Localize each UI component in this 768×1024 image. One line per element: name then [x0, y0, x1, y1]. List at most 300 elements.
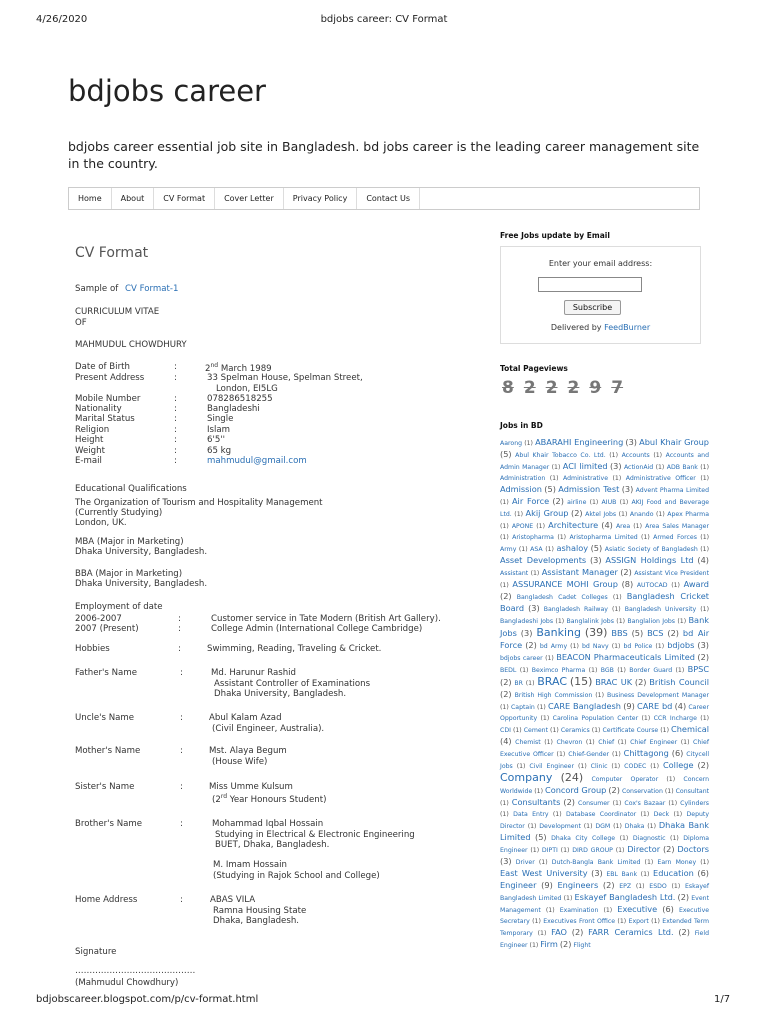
uncle-line: Abul Kalam Azad — [209, 713, 282, 723]
print-title: bdjobs career: CV Format — [320, 14, 448, 25]
job-label-link[interactable]: Data Entry — [513, 811, 549, 818]
job-label-link[interactable]: BPSC — [687, 664, 710, 674]
job-label-link[interactable]: Diploma Engineer — [500, 835, 710, 854]
job-label-link[interactable]: Deputy Director — [500, 811, 710, 830]
job-label-link[interactable]: bdjobs — [667, 640, 695, 650]
dob-sup: nd — [210, 362, 219, 369]
job-label-link[interactable]: Extended Term Temporary — [500, 918, 710, 937]
sister-detail — [212, 793, 326, 805]
job-label-link[interactable]: Chief Engineer — [630, 739, 678, 746]
nav-home[interactable]: Home — [69, 188, 112, 209]
job-label-link[interactable]: Area Sales Manager — [645, 523, 710, 530]
job-label-link[interactable]: Export — [628, 918, 649, 925]
job-label-link[interactable]: Beximco Pharma — [531, 667, 586, 674]
job-label-link[interactable]: Armed Forces — [653, 534, 697, 541]
job-label-link[interactable]: DIRD GROUP — [572, 847, 613, 854]
job-label-link[interactable]: Administrative Officer — [625, 475, 696, 482]
job-label-count: (1) — [617, 739, 627, 746]
personal-value: Single — [207, 414, 234, 424]
job-label-link[interactable]: Asset Developments — [500, 555, 587, 565]
job-label-link[interactable]: Executives Front Office — [543, 918, 616, 925]
job-label-count: (1) — [552, 811, 562, 818]
job-label-link[interactable]: Director — [627, 844, 661, 854]
job-label-link[interactable]: Award — [683, 579, 709, 589]
job-label-count: (1) — [500, 523, 509, 530]
job-label-link[interactable]: Concern Worldwide — [500, 776, 709, 795]
job-label-link[interactable]: airline — [567, 499, 587, 506]
job-label-link[interactable]: Database Coordinator — [565, 811, 637, 818]
job-label-link[interactable]: Bangladesh Cricket Board — [500, 591, 709, 613]
job-label-link[interactable]: Certificate Course — [602, 727, 659, 734]
edu-2-line: MBA (Major in Marketing) — [75, 537, 184, 547]
job-label-link[interactable]: Civil Engineer — [529, 763, 575, 770]
sister-rest: Year Honours Student) — [227, 794, 327, 805]
uncle-value — [209, 713, 324, 735]
mother-line: (House Wife) — [212, 757, 268, 767]
father-line: Assistant Controller of Examinations — [214, 678, 371, 689]
job-label-count: (1) — [700, 534, 710, 541]
pageviews-counter — [502, 378, 623, 398]
job-label-link[interactable]: BGB — [600, 667, 614, 674]
job-label-link[interactable]: Cement — [523, 727, 549, 734]
job-label-link[interactable]: College — [662, 760, 694, 770]
mother-label: Mother's Name — [75, 746, 141, 756]
job-label-link[interactable]: British High Commission — [514, 692, 593, 699]
job-label-count: (1) — [668, 800, 678, 807]
job-label-count: (4) — [601, 520, 613, 530]
job-label-link[interactable]: ASSURANCE MOHI Group — [512, 579, 618, 589]
job-label-link[interactable]: Business Development Manager — [607, 692, 709, 699]
personal-label: Height — [75, 435, 104, 445]
job-label-link[interactable]: Accounts and Admin Manager — [500, 452, 710, 471]
colon: : — [180, 819, 183, 829]
job-label-link[interactable]: Abul Khair Group — [639, 437, 709, 447]
job-label-count: (2) — [677, 892, 690, 902]
job-label-link[interactable]: Company — [500, 771, 553, 784]
nav-contact-us[interactable]: Contact Us — [357, 188, 420, 209]
job-label-link[interactable]: ASSIGN Holdings Ltd — [605, 555, 694, 565]
job-label-link[interactable]: ActionAid — [623, 464, 654, 471]
brother-2 — [213, 860, 380, 881]
hobbies-label: Hobbies — [75, 644, 110, 654]
job-label-count: (5) — [535, 832, 547, 842]
job-label-link[interactable]: DGM — [595, 823, 611, 830]
colon: : — [174, 362, 177, 372]
job-label-count: (1) — [500, 704, 509, 711]
job-label-count: (1) — [563, 895, 573, 902]
nav-cover-letter[interactable]: Cover Letter — [215, 188, 284, 209]
job-label-link[interactable]: Dutch-Bangla Bank Limited — [551, 859, 641, 866]
job-label-link[interactable]: BEDL — [500, 667, 517, 674]
job-label-link[interactable]: Citycell Jobs — [500, 751, 710, 770]
job-label-link[interactable]: bd Army — [539, 643, 568, 650]
job-label-link[interactable]: Career Opportunity — [500, 704, 710, 722]
sample-line — [75, 284, 178, 294]
pageview-digit: 2 — [523, 378, 536, 398]
personal-value: Bangladeshi — [207, 404, 260, 414]
job-label-count: (5) — [500, 449, 512, 459]
blog-title[interactable]: bdjobs career — [68, 74, 266, 108]
job-label-count: (1) — [537, 930, 547, 937]
job-label-link[interactable]: Computer Operator — [591, 776, 659, 783]
job-label-count: (6) — [697, 868, 709, 878]
job-label-count: (8) — [621, 579, 634, 589]
job-label-link[interactable]: British Council — [649, 677, 710, 687]
job-label-count: (1) — [670, 835, 679, 842]
colon: : — [178, 624, 181, 634]
job-label-link[interactable]: Chief — [598, 739, 615, 746]
job-label-link[interactable]: Bangladesh Railway — [543, 606, 608, 613]
job-label-link[interactable]: Aristopharma Limited — [569, 534, 638, 541]
job-label-link[interactable]: Aarong — [500, 440, 523, 447]
personal-label: Present Address — [75, 373, 145, 383]
job-label-link[interactable]: Clinic — [590, 763, 608, 770]
job-label-link[interactable]: CDI — [500, 727, 511, 734]
job-label-link[interactable]: Development — [539, 823, 581, 830]
email-link[interactable]: mahmudul@gmail.com — [207, 456, 307, 466]
job-label-count: (1) — [545, 907, 555, 914]
job-label-link[interactable]: Army — [500, 546, 517, 553]
job-label-link[interactable]: Engineer — [500, 880, 537, 890]
job-label-count: (1) — [655, 643, 665, 650]
job-label-count: (1) — [551, 464, 561, 471]
job-label-count: (1) — [525, 680, 535, 687]
job-label-link[interactable]: bd Navy — [581, 643, 609, 650]
job-label-link[interactable]: Banking — [536, 626, 581, 639]
print-page-number: 1/7 — [714, 994, 731, 1005]
job-label-link[interactable]: CODEC — [624, 763, 647, 770]
job-label-link[interactable]: BRAC UK — [595, 677, 633, 687]
nav-about[interactable]: About — [112, 188, 155, 209]
pageview-digit: 2 — [545, 378, 558, 398]
job-label-link[interactable]: Consultant — [675, 788, 710, 795]
job-label-link[interactable]: Akij Group — [525, 508, 569, 518]
mother-value — [209, 746, 287, 768]
job-label-count: (1) — [619, 835, 629, 842]
job-label-count: (9) — [541, 880, 553, 890]
job-label-count: (1) — [617, 667, 626, 674]
job-label-link[interactable]: Ceramics — [560, 727, 590, 734]
job-label-count: (1) — [529, 942, 539, 949]
job-label-link[interactable]: Captain — [510, 704, 535, 711]
job-label-link[interactable]: Flight — [573, 942, 591, 949]
edu-1-line: (Currently Studying) — [75, 508, 163, 518]
job-label-count: (1) — [500, 534, 509, 541]
job-label-count: (1) — [640, 871, 650, 878]
personal-value: 078286518255 — [207, 394, 273, 404]
sister-year: (2 — [212, 794, 221, 805]
job-label-link[interactable]: Chief Executive Officer — [500, 739, 709, 758]
job-label-count: (1) — [656, 511, 665, 518]
home-line: Ramna Housing State — [213, 905, 307, 916]
personal-label: Mobile Number — [75, 394, 141, 404]
job-label-link[interactable]: ashaloy — [556, 543, 589, 553]
job-label-link[interactable]: Firm — [540, 939, 558, 949]
job-label-count: (2) — [620, 567, 632, 577]
colon: : — [174, 404, 177, 414]
job-label-link[interactable]: Chittagong — [623, 748, 669, 758]
job-label-count: (2) — [525, 640, 537, 650]
dob-day: 2 — [205, 363, 211, 374]
pageview-digit: 8 — [502, 378, 514, 398]
delivered-by-text: Delivered by — [550, 323, 602, 332]
job-label-link[interactable]: Deck — [653, 811, 670, 818]
job-label-count: (2) — [662, 844, 675, 854]
job-label-count: (1) — [500, 582, 509, 589]
colon: : — [178, 614, 181, 624]
job-label-link[interactable]: ABARAHI Engineering — [535, 437, 624, 447]
uncle-line: (Civil Engineer, Australia). — [212, 724, 325, 734]
personal-label: Marital Status — [75, 414, 135, 424]
job-label-link[interactable]: Consumer — [578, 800, 610, 807]
job-label-count: (1) — [527, 823, 537, 830]
email-input[interactable] — [538, 277, 642, 292]
uncle-label: Uncle's Name — [75, 713, 135, 723]
colon: : — [180, 746, 183, 756]
job-label-link[interactable]: Bank Jobs — [500, 615, 710, 638]
job-label-link[interactable]: Bangladesh University — [624, 606, 697, 613]
job-label-count: (1) — [671, 883, 681, 890]
job-label-link[interactable]: AIUB — [601, 499, 617, 506]
job-label-link[interactable]: Air Force — [511, 496, 550, 506]
job-label-link[interactable]: Banglalion Jobs — [627, 618, 676, 625]
cv-heading-2: OF — [75, 318, 87, 328]
job-label-count: (2) — [608, 785, 620, 795]
job-label-link[interactable]: Advent Pharma Limited — [635, 487, 710, 494]
job-label-link[interactable]: Apex Pharma — [667, 511, 709, 518]
job-label-link[interactable]: Engineers — [557, 880, 599, 890]
job-label-link[interactable]: Executive — [617, 904, 658, 914]
job-label-link[interactable]: CCR Incharge — [653, 715, 697, 722]
pageview-digit: 7 — [611, 378, 624, 398]
job-label-count: (1) — [612, 475, 622, 482]
job-label-link[interactable]: Field Engineer — [500, 930, 710, 949]
job-label-link[interactable]: bd Air Force — [500, 628, 710, 650]
job-label-link[interactable]: BRAC — [537, 675, 568, 688]
job-label-link[interactable]: Asiatic Society of Bangladesh — [604, 546, 698, 553]
job-label-link[interactable]: Driver — [515, 859, 535, 866]
personal-label: Nationality — [75, 404, 122, 414]
job-label-link[interactable]: APONE — [511, 523, 534, 530]
job-label-link[interactable]: Chief-Gender — [568, 751, 610, 758]
job-label-link[interactable]: Assistant Manager — [541, 567, 618, 577]
job-label-count: (1) — [611, 763, 621, 770]
job-label-count: (1) — [530, 570, 540, 577]
emp-period-2: 2007 (Present) — [75, 624, 139, 634]
job-label-count: (1) — [635, 883, 645, 890]
job-label-link[interactable]: Eskayef Bangladesh Ltd. — [574, 892, 676, 902]
personal-value: 6'5'' — [207, 435, 226, 445]
job-label-link[interactable]: Admission Test — [558, 484, 620, 494]
job-label-link[interactable]: Admission — [500, 484, 542, 494]
job-label-link[interactable]: Area — [615, 523, 631, 530]
job-label-link[interactable]: Accounts — [621, 452, 650, 459]
signature-line: …………………………………… — [75, 966, 196, 976]
job-label-link[interactable]: Assistant — [500, 570, 529, 577]
job-label-link[interactable]: BCS — [647, 628, 664, 638]
job-label-link[interactable]: BBS — [611, 628, 628, 638]
job-label-link[interactable]: Doctors — [677, 844, 710, 854]
nav-cv-format[interactable]: CV Format — [154, 188, 215, 209]
emp-desc-1: Customer service in Tate Modern (British Art Gallery). — [211, 614, 441, 624]
job-label-count: (1) — [616, 618, 626, 625]
job-label-count: (4) — [674, 701, 687, 711]
job-label-link[interactable]: Aristopharma — [512, 534, 554, 541]
job-label-count: (1) — [673, 811, 683, 818]
job-label-count: (1) — [611, 643, 621, 650]
job-label-link[interactable]: Assistant Vice President — [634, 570, 709, 577]
job-label-link[interactable]: FAO — [551, 927, 567, 937]
job-label-count: (1) — [641, 715, 651, 722]
edu-3 — [75, 569, 207, 589]
sample-link[interactable]: CV Format-1 — [124, 284, 179, 294]
job-label-link[interactable]: Aktel Jobs — [585, 511, 617, 518]
job-label-link[interactable]: Cylinders — [680, 800, 710, 807]
jobs-heading: Jobs in BD — [500, 421, 543, 430]
job-label-count: (1) — [538, 859, 548, 866]
job-label-count: (1) — [655, 464, 665, 471]
job-label-link[interactable]: Dhaka Bank Limited — [500, 820, 710, 842]
job-label-link[interactable]: Cox's Bazaar — [624, 800, 666, 807]
edu-1-line: The Organization of Tourism and Hospitality Management — [75, 498, 323, 508]
job-label-count: (1) — [603, 907, 613, 914]
job-label-link[interactable]: BR — [514, 680, 523, 687]
job-label-link[interactable]: bdjobs career — [500, 655, 543, 662]
colon: : — [174, 456, 177, 466]
colon: : — [174, 394, 177, 404]
job-label-link[interactable]: Abul Khair Tobacco Co. Ltd. — [515, 452, 606, 459]
job-label-count: (1) — [545, 546, 554, 553]
brother-label: Brother's Name — [75, 819, 143, 829]
job-label-link[interactable]: CARE Bangladesh — [548, 701, 621, 711]
colon: : — [180, 782, 183, 792]
job-label-count: (1) — [653, 452, 663, 459]
job-label-count: (1) — [640, 811, 650, 818]
job-label-link[interactable]: ACI limited — [562, 461, 608, 471]
job-label-link[interactable]: Administration — [500, 475, 546, 482]
main-nav — [68, 187, 700, 210]
job-label-count: (1) — [500, 800, 509, 807]
edu-3-line: Dhaka University, Bangladesh. — [75, 579, 208, 589]
job-label-count: (1) — [585, 739, 595, 746]
job-label-link[interactable]: AUTOCAD — [636, 582, 668, 589]
job-label-link[interactable]: Chemical — [671, 724, 710, 734]
job-label-count: (3) — [500, 856, 512, 866]
job-label-count: (2) — [559, 939, 572, 949]
job-label-count: (5) — [590, 543, 603, 553]
job-label-link[interactable]: Executive Secretary — [500, 907, 710, 925]
job-label-count: (2) — [500, 689, 512, 699]
job-label-count: (1) — [550, 727, 559, 734]
job-label-link[interactable]: Bangladeshi Jobs — [500, 618, 554, 625]
colon: : — [174, 425, 177, 435]
job-label-link[interactable]: Concord Group — [544, 785, 607, 795]
job-label-link[interactable]: bd Police — [623, 643, 653, 650]
colon: : — [174, 414, 177, 424]
job-label-count: (24) — [560, 771, 584, 784]
nav-privacy-policy[interactable]: Privacy Policy — [284, 188, 358, 209]
job-label-count: (5) — [544, 484, 556, 494]
job-label-link[interactable]: Education — [653, 868, 694, 878]
colon: : — [174, 435, 177, 445]
job-label-link[interactable]: ESDO — [649, 883, 667, 890]
pageviews-heading: Total Pageviews — [500, 364, 568, 373]
job-label-link[interactable]: Event Management — [500, 895, 709, 914]
emp-period-1: 2006-2007 — [75, 614, 122, 624]
job-label-link[interactable]: BEACON Pharmaceuticals Limited — [556, 652, 696, 662]
job-label-count: (1) — [549, 475, 559, 482]
sample-prefix: Sample of — [75, 284, 119, 294]
job-label-link[interactable]: Eskayef Bangladesh Limited — [500, 883, 709, 902]
job-label-count: (1) — [666, 776, 676, 783]
job-label-link[interactable]: ASA — [530, 546, 543, 553]
subscribe-button[interactable]: Subscribe — [564, 300, 621, 315]
job-label-count: (2) — [571, 508, 583, 518]
job-label-link[interactable]: Examination — [559, 907, 599, 914]
feedburner-link[interactable]: FeedBurner — [604, 323, 651, 332]
job-label-count: (1) — [500, 499, 509, 506]
job-label-link[interactable]: CARE bd — [636, 701, 673, 711]
colon: : — [180, 713, 183, 723]
personal-label: Weight — [75, 446, 105, 456]
brother-line: Studying in Electrical & Electronic Engineering — [215, 829, 415, 840]
job-label-link[interactable]: ADB Bank — [666, 464, 698, 471]
job-label-link[interactable]: Chemist — [515, 739, 541, 746]
job-label-link[interactable]: Dhaka City College — [551, 835, 616, 842]
job-label-link[interactable]: Anando — [629, 511, 654, 518]
job-label-count: (1) — [612, 594, 622, 601]
edu-heading: Educational Qualifications — [75, 484, 187, 494]
job-label-link[interactable]: Banglalink Jobs — [566, 618, 614, 625]
job-label-link[interactable]: Carolina Population Center — [552, 715, 639, 722]
job-label-count: (1) — [619, 499, 629, 506]
job-label-link[interactable]: Border Guard — [629, 667, 673, 674]
job-label-count: (2) — [563, 797, 575, 807]
job-label-link[interactable]: Architecture — [548, 520, 599, 530]
job-label-link[interactable]: Diagnostic — [632, 835, 666, 842]
job-label-link[interactable]: FARR Ceramics Ltd. — [588, 927, 674, 937]
job-label-link[interactable]: Conservation — [621, 788, 663, 795]
job-label-link[interactable]: Consultants — [511, 797, 561, 807]
job-label-count: (1) — [618, 511, 628, 518]
personal-value: Islam — [207, 425, 231, 435]
father-line: Dhaka University, Bangladesh. — [214, 689, 347, 699]
job-label-count: (1) — [534, 788, 543, 795]
job-label-count: (1) — [545, 655, 554, 662]
job-label-link[interactable]: East West University — [500, 868, 588, 878]
job-label-count: (1) — [516, 763, 526, 770]
job-label-link[interactable]: EPZ — [619, 883, 632, 890]
brother-line: M. Imam Hossain — [213, 860, 287, 870]
emp-heading: Employment of date — [75, 602, 163, 612]
job-label-link[interactable]: EBL Bank — [606, 871, 638, 878]
job-label-count: (1) — [633, 523, 643, 530]
job-label-count: (1) — [512, 727, 522, 734]
job-label-link[interactable]: Earn Money — [657, 859, 697, 866]
father-value — [211, 668, 370, 700]
job-label-link[interactable]: DIPTI — [541, 847, 558, 854]
job-label-link[interactable]: Chevron — [556, 739, 583, 746]
job-label-link[interactable]: Bangladesh Cadet Colleges — [516, 594, 608, 601]
job-label-link[interactable]: AKIJ Food and Beverage Ltd. — [500, 499, 710, 518]
home-label: Home Address — [75, 895, 138, 905]
sister-name: Miss Umme Kulsum — [209, 782, 293, 792]
job-label-link[interactable]: Administrative — [562, 475, 609, 482]
job-label-count: (1) — [524, 440, 533, 447]
brother-1 — [212, 819, 415, 851]
job-label-count: (1) — [532, 918, 541, 925]
job-label-link[interactable]: Dhaka — [624, 823, 645, 830]
